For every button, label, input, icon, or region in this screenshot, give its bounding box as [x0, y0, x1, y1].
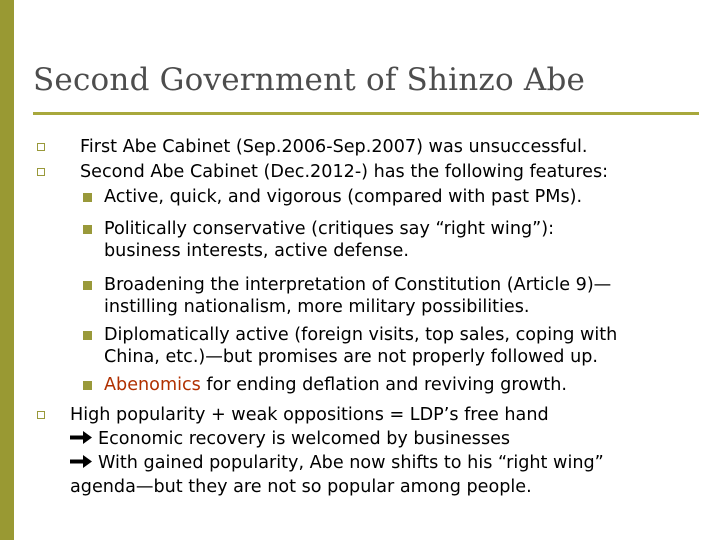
- abenomics-rest: for ending deflation and reviving growth.: [200, 375, 567, 395]
- right-arrow-icon: [70, 428, 92, 450]
- bullet-right-wing-shift: [70, 452, 604, 474]
- filled-square-bullet-icon: [83, 225, 92, 234]
- sub-bullet-active: Active, quick, and vigorous (compared with past PMs).: [104, 187, 583, 207]
- hollow-square-bullet-icon: [37, 411, 45, 419]
- title-underline: [33, 112, 699, 115]
- bullet-popularity: High popularity + weak oppositions = LDP’s free hand: [70, 405, 549, 425]
- bullet-agenda: agenda—but they are not so popular among people.: [70, 477, 532, 497]
- filled-square-bullet-icon: [83, 331, 92, 340]
- hollow-square-bullet-icon: [37, 143, 45, 151]
- filled-square-bullet-icon: [83, 193, 92, 202]
- right-arrow-icon: [70, 452, 92, 474]
- sub-bullet-conservative-line2: business interests, active defense.: [104, 241, 409, 261]
- sub-bullet-constitution-line1: Broadening the interpretation of Constitution (Article 9)—: [104, 275, 612, 295]
- slide-sidebar-bar: [0, 0, 14, 540]
- slide-title: Second Government of Shinzo Abe: [33, 62, 586, 98]
- sub-bullet-abenomics: [104, 374, 567, 396]
- sub-bullet-diplomatic-line1: Diplomatically active (foreign visits, top sales, coping with: [104, 325, 618, 345]
- sub-bullet-conservative-line1: Politically conservative (critiques say “right wing”):: [104, 219, 555, 239]
- sub-bullet-diplomatic-line2: China, etc.)—but promises are not properly followed up.: [104, 347, 598, 367]
- filled-square-bullet-icon: [83, 281, 92, 290]
- filled-square-bullet-icon: [83, 381, 92, 390]
- bullet-economic-recovery: [70, 428, 510, 450]
- abenomics-highlight: Abenomics: [104, 375, 201, 395]
- bullet-second-cabinet: Second Abe Cabinet (Dec.2012-) has the following features:: [80, 162, 609, 182]
- economic-recovery-text: Economic recovery is welcomed by businesses: [98, 429, 511, 449]
- hollow-square-bullet-icon: [37, 168, 45, 176]
- bullet-first-cabinet: First Abe Cabinet (Sep.2006-Sep.2007) was unsuccessful.: [80, 137, 588, 157]
- sub-bullet-constitution-line2: instilling nationalism, more military possibilities.: [104, 297, 530, 317]
- right-wing-shift-text: With gained popularity, Abe now shifts to his “right wing”: [98, 453, 604, 473]
